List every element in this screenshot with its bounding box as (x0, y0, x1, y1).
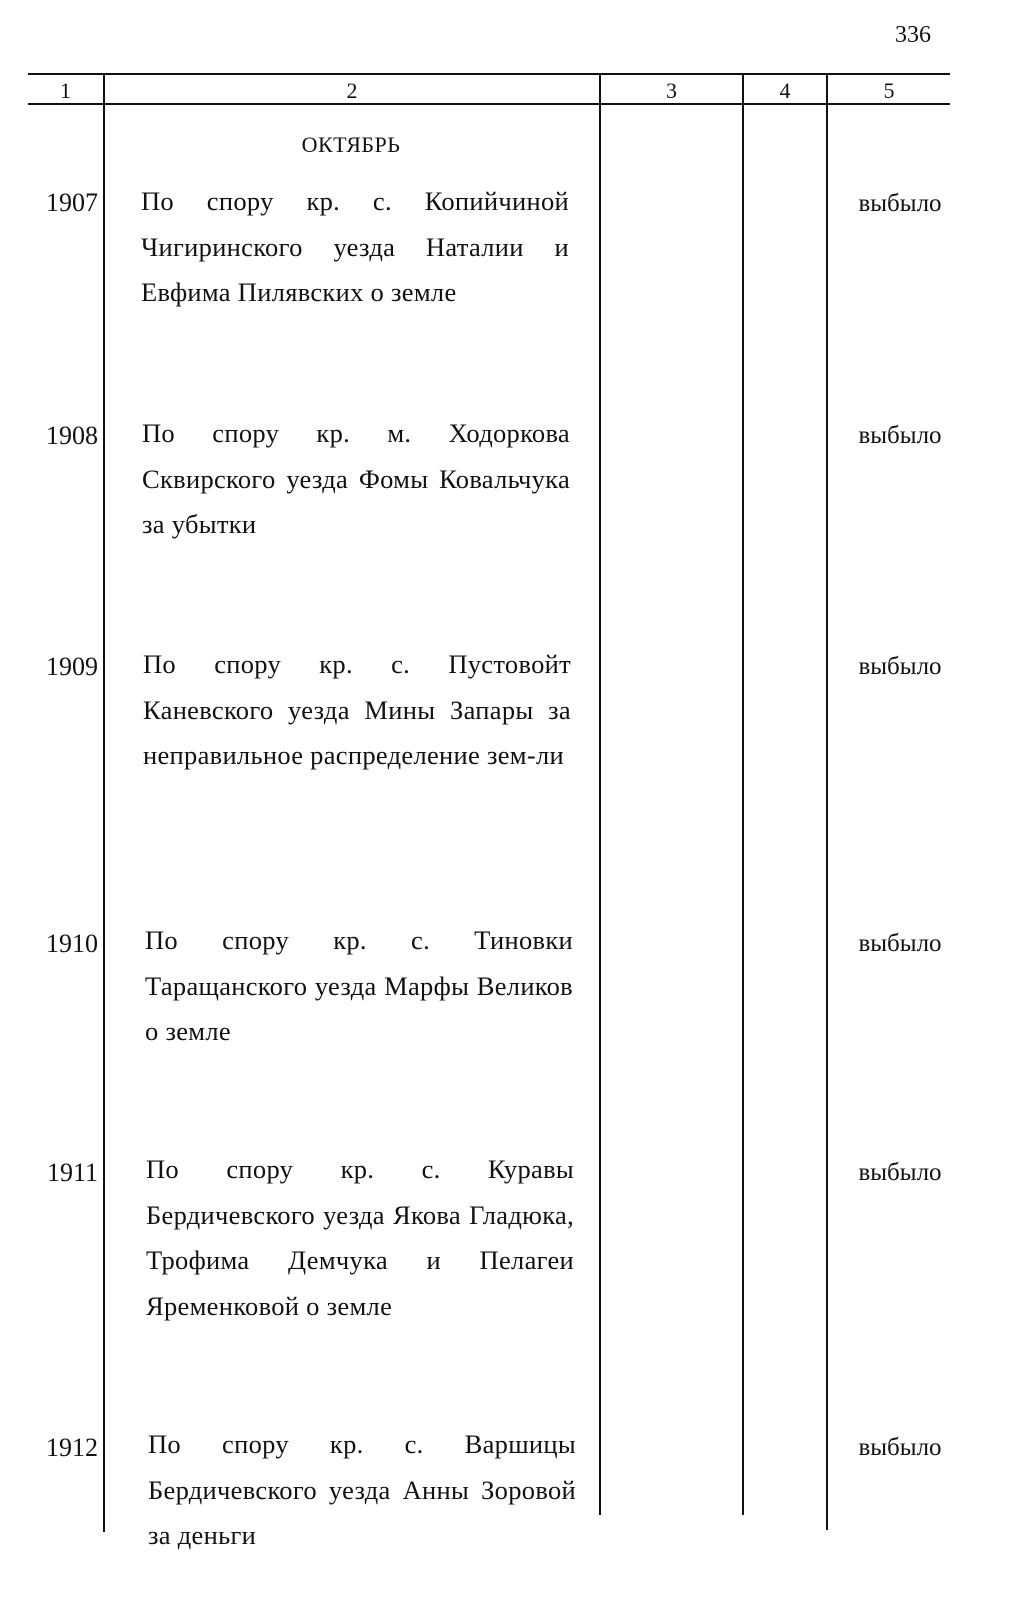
column-divider-2-3 (599, 75, 601, 1515)
entry-description: По спору кр. с. Варшицы Бердичевского уезда Анны Зоровой за деньги (148, 1429, 576, 1550)
entry-status: выбыло (858, 1159, 942, 1186)
column-divider-4-5 (826, 75, 828, 1530)
entry-status: выбыло (858, 422, 942, 449)
entry-description: По спору кр. м. Ходоркова Сквирского уезда Фомы Ковальчука за убытки (142, 418, 570, 539)
entry-number: 1910 (46, 929, 98, 958)
entry-description: По спору кр. с. Пустовойт Каневского уезда Мины Запары за неправильное распределение зем-ли (143, 649, 571, 770)
month-heading: ОКТЯБРЬ (301, 132, 401, 157)
entry-description: По спору кр. с. Куравы Бердичевского уезда Якова Гладюка, Трофима Демчука и Пелагеи Яременковой о земле (146, 1154, 574, 1321)
column-header-5: 5 (883, 78, 895, 103)
page-number: 336 (895, 22, 931, 48)
entry-number: 1907 (46, 188, 98, 217)
column-divider-3-4 (742, 75, 744, 1515)
entry-number: 1912 (46, 1433, 98, 1462)
column-header-3: 3 (666, 78, 677, 103)
table-top-rule (28, 73, 950, 75)
column-header-1: 1 (60, 78, 71, 103)
entry-status: выбыло (858, 190, 942, 217)
entry-description: По спору кр. с. Тиновки Таращанского уезда Марфы Великов о земле (145, 925, 573, 1046)
entry-description: По спору кр. с. Копийчиной Чигиринского уезда Наталии и Евфима Пилявских о земле (141, 186, 569, 307)
entry-status: выбыло (858, 653, 942, 680)
entry-number: 1908 (46, 421, 98, 450)
column-header-4: 4 (779, 78, 791, 103)
entry-status: выбыло (858, 1434, 942, 1461)
column-header-2: 2 (346, 78, 358, 103)
entry-number: 1911 (46, 1158, 98, 1187)
entry-status: выбыло (858, 930, 942, 957)
column-divider-1-2 (103, 75, 105, 1532)
entry-number: 1909 (46, 652, 98, 681)
